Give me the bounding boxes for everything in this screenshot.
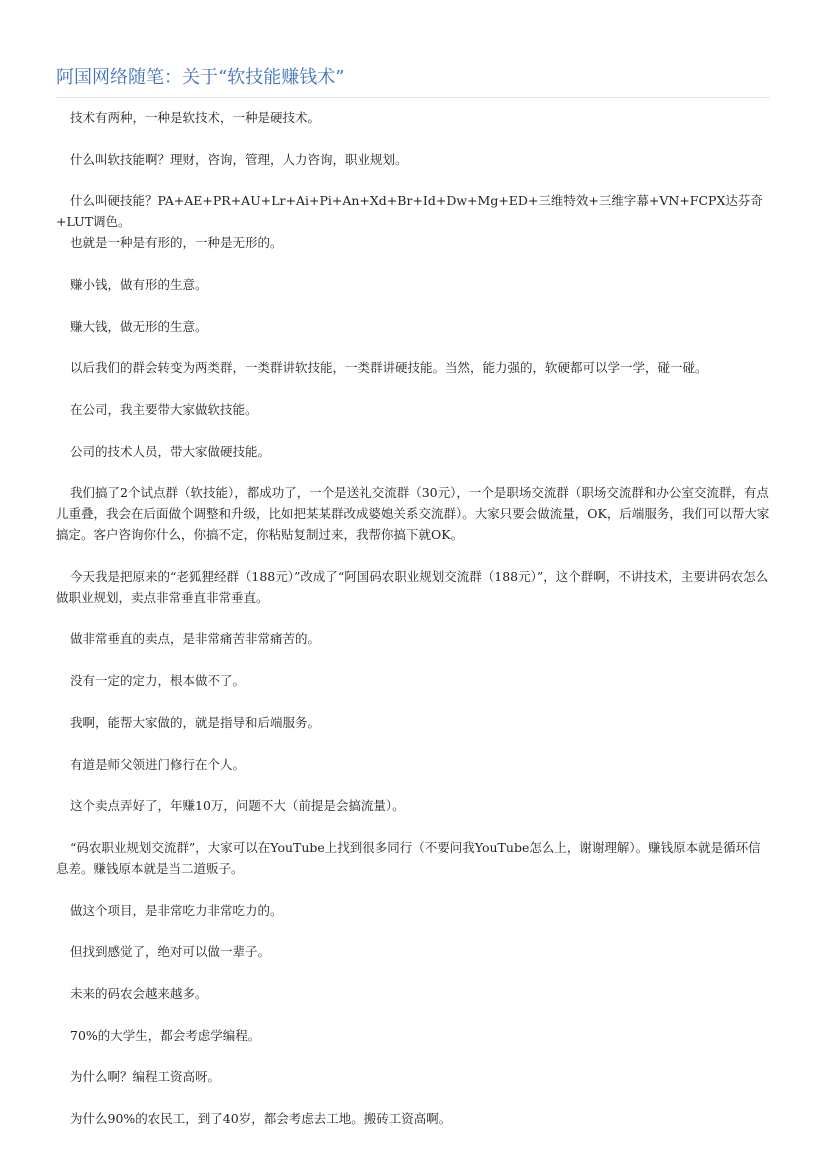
paragraph: 技术有两种，一种是软技术，一种是硬技术。 bbox=[70, 110, 321, 125]
paragraph: 公司的技术人员，带大家做硬技能。 bbox=[70, 444, 271, 459]
paragraph: 今天我是把原来的“老狐狸经群（188元）”改成了“阿国码农职业规划交流群（188元）”，这个群啊，不讲技术，主要讲码农怎么做职业规划，卖点非常垂直非常垂直。 bbox=[56, 569, 769, 605]
paragraph: 为什么啊？编程工资高呀。 bbox=[70, 1069, 221, 1084]
paragraph: 在公司，我主要带大家做软技能。 bbox=[70, 402, 258, 417]
paragraph: 有道是师父领进门修行在个人。 bbox=[70, 757, 246, 772]
paragraph: 但找到感觉了，绝对可以做一辈子。 bbox=[70, 944, 271, 959]
paragraph: 70%的大学生，都会考虑学编程。 bbox=[70, 1028, 261, 1043]
paragraph: 我们搞了2个试点群（软技能），都成功了，一个是送礼交流群（30元），一个是职场交流群（职场交流群和办公室交流群，有点儿重叠，我会在后面做个调整和升级，比如把某某群改成婆媳关系交流群）。大家只要会做流量，OK，后端服务，我们可以帮大家搞定。客户咨询你什么，你搞不定，你粘贴复制过来，我帮你搞下就OK。 bbox=[56, 485, 770, 542]
paragraph: 赚小钱，做有形的生意。 bbox=[70, 277, 208, 292]
paragraph: 也就是一种是有形的，一种是无形的。 bbox=[70, 235, 283, 250]
paragraph: 这个卖点弄好了，年赚10万，问题不大（前提是会搞流量）。 bbox=[70, 798, 405, 813]
paragraph: 以后我们的群会转变为两类群，一类群讲软技能，一类群讲硬技能。当然，能力强的，软硬都可以学一学，碰一碰。 bbox=[70, 360, 708, 375]
article-title: 阿国网络随笔：关于“软技能赚钱术” bbox=[56, 67, 345, 88]
title-divider bbox=[56, 97, 770, 98]
paragraph: 我啊，能帮大家做的，就是指导和后端服务。 bbox=[70, 715, 321, 730]
paragraph: 做非常垂直的卖点，是非常痛苦非常痛苦的。 bbox=[70, 631, 321, 646]
paragraph: 什么叫硬技能？PA+AE+PR+AU+Lr+Ai+Pi+An+Xd+Br+Id+Dw+Mg+ED+三维特效+三维字幕+VN+FCPX达芬奇+LUT调色。 bbox=[56, 193, 763, 229]
paragraph: 为什么90%的农民工，到了40岁，都会考虑去工地。搬砖工资高啊。 bbox=[70, 1111, 452, 1126]
paragraph: 没有一定的定力，根本做不了。 bbox=[70, 673, 246, 688]
paragraph: 未来的码农会越来越多。 bbox=[70, 986, 208, 1001]
paragraph: 赚大钱，做无形的生意。 bbox=[70, 319, 208, 334]
paragraph: 做这个项目，是非常吃力非常吃力的。 bbox=[70, 903, 283, 918]
paragraph: 什么叫软技能啊？理财，咨询，管理，人力咨询，职业规划。 bbox=[70, 152, 408, 167]
paragraph: “码农职业规划交流群”，大家可以在YouTube上找到很多同行（不要问我YouTube怎么上，谢谢理解）。赚钱原本就是循环信息差。赚钱原本就是当二道贩子。 bbox=[56, 840, 761, 876]
